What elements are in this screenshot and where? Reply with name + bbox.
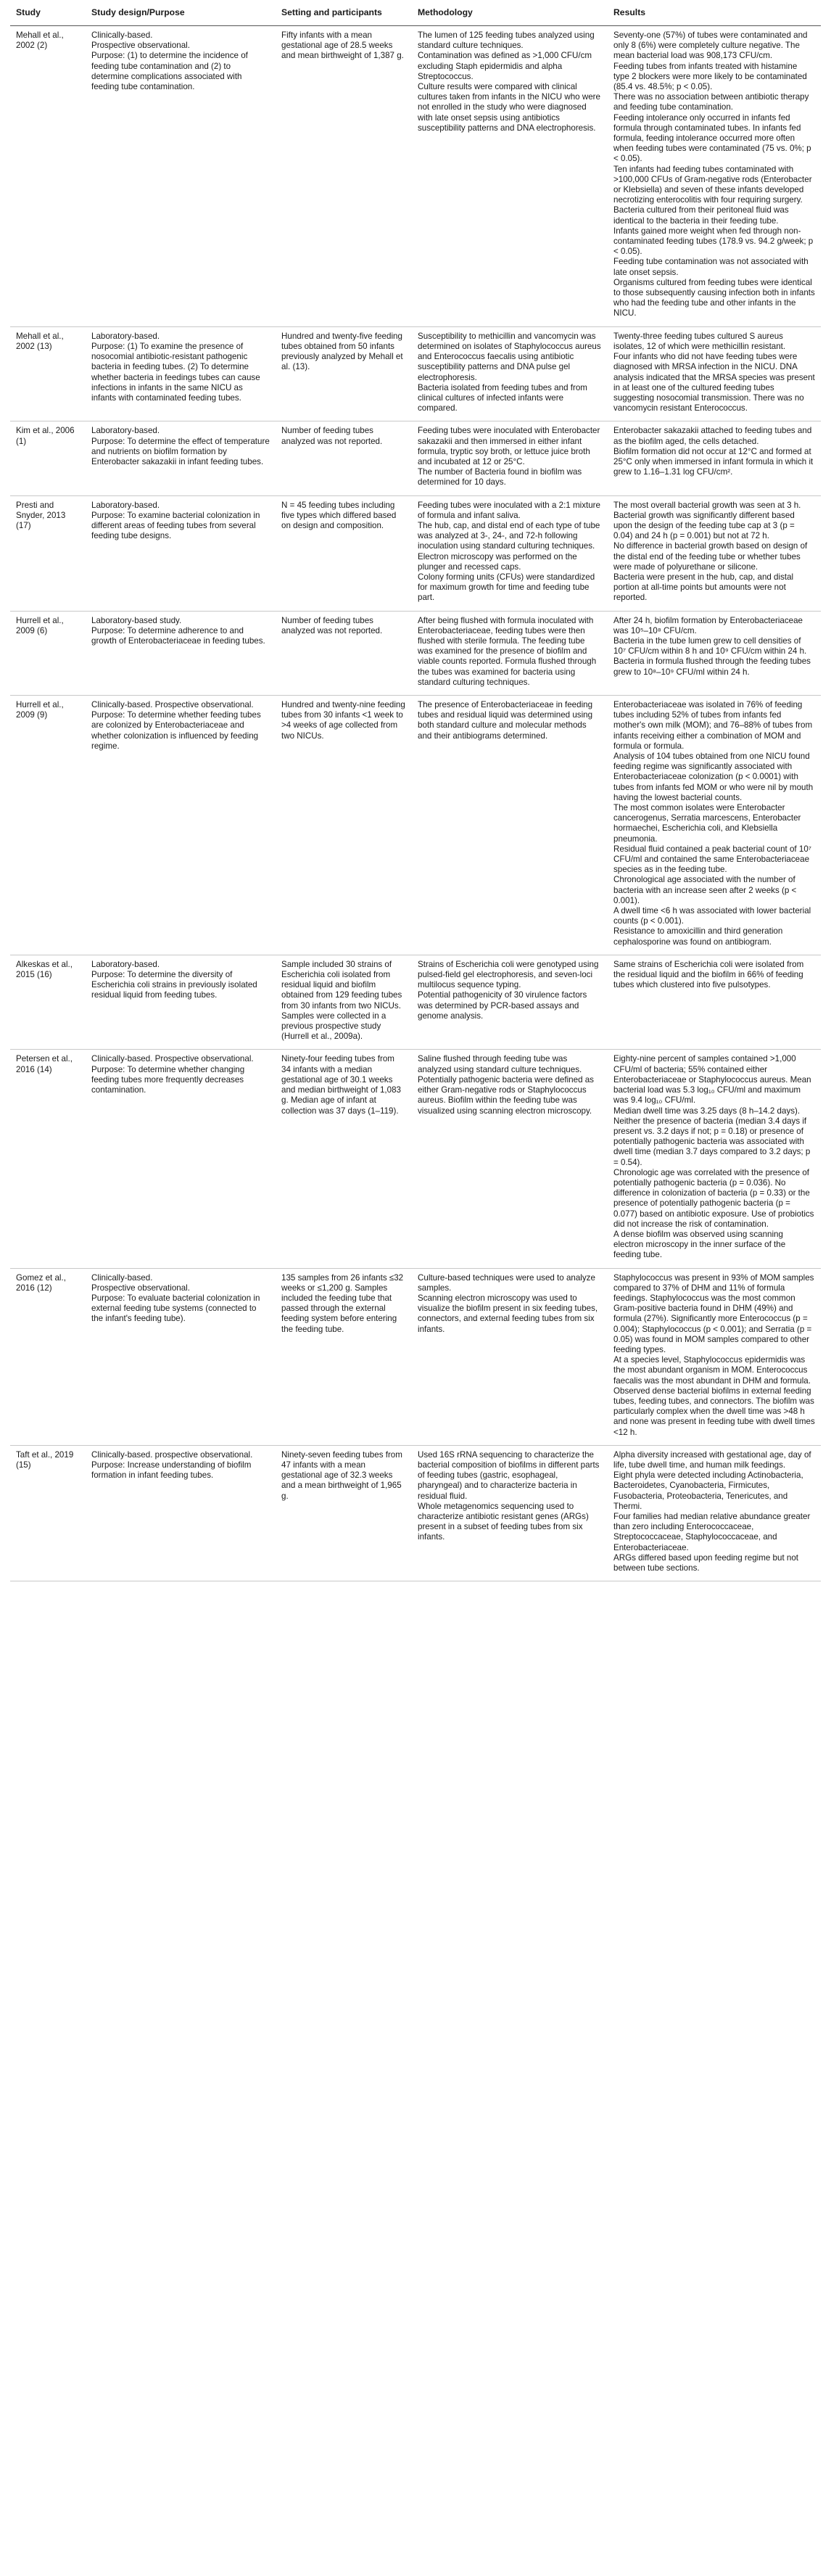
setting-text: Number of feeding tubes analyzed was not reported.	[281, 426, 383, 446]
setting-cell	[276, 695, 412, 955]
study-text: Alkeskas et al., 2015 (16)	[16, 959, 73, 980]
methodology-text: The presence of Enterobacteriaceae in feeding tubes and residual liquid was determined using both standard culture and molecular methods and their antibiograms determined.	[418, 699, 593, 741]
setting-cell	[276, 955, 412, 1050]
study-text: Hurrell et al., 2009 (9)	[16, 699, 64, 720]
setting-text: Fifty infants with a mean gestational age of 28.5 weeks and mean birthweight of 1,387 g.	[281, 30, 404, 61]
results-text: Four families had median relative abundance greater than zero including Enterococcaceae, Streptococcaceae, Staphylococcaceae, and Enterobacteriaceae.	[613, 1512, 811, 1552]
study-cell	[10, 695, 86, 955]
design-text: Purpose: To determine whether feeding tubes are colonized by Enterobacteriaceae and whether colonization is influenced by feeding regime.	[91, 710, 261, 751]
results-text: Bacteria were present in the hub, cap, and distal portion at all-time points but amounts were not reported.	[613, 572, 794, 603]
setting-cell	[276, 1050, 412, 1268]
setting-text: Number of feeding tubes analyzed was not reported.	[281, 615, 383, 635]
methodology-text: The hub, cap, and distal end of each type of tube was analyzed at 3-, 24-, and 72-h following inoculation using standard culturing techniques.	[418, 520, 600, 551]
setting-cell	[276, 26, 412, 327]
study-text: Mehall et al., 2002 (2)	[16, 30, 64, 51]
setting-cell	[276, 421, 412, 495]
results-text: Feeding tubes from infants treated with histamine type 2 blockers were more likely to be contaminated (85.4 vs. 48.5%; p < 0.05).	[613, 61, 807, 92]
results-text: ARGs differed based upon feeding regime but not between tube sections.	[613, 1552, 799, 1573]
study-cell	[10, 1050, 86, 1268]
methodology-text: Feeding tubes were inoculated with Enterobacter sakazakii and then immersed in either infant formula, tryptic soy broth, or lettuce juice broth and incubated at 12 or 25°C.	[418, 426, 600, 466]
design-text: Laboratory-based study.	[91, 615, 182, 625]
results-cell	[608, 1268, 821, 1445]
study-cell	[10, 1445, 86, 1581]
methodology-text: Bacteria isolated from feeding tubes and from clinical cultures of infected infants were compared.	[418, 382, 587, 413]
header-study: Study	[10, 3, 86, 26]
methodology-text: Electron microscopy was performed on the plunger and recessed caps.	[418, 551, 577, 572]
table-row	[10, 695, 821, 955]
methodology-cell	[412, 1268, 608, 1445]
results-text: Alpha diversity increased with gestational age, day of life, tube dwell time, and human milk feedings.	[613, 1449, 811, 1470]
design-cell	[86, 695, 276, 955]
setting-text: N = 45 feeding tubes including five types which differed based on design and composition.	[281, 500, 397, 530]
design-cell	[86, 1050, 276, 1268]
results-text: The most overall bacterial growth was seen at 3 h.	[613, 500, 801, 510]
results-text: Enterobacter sakazakii attached to feeding tubes and as the biofilm aged, the cells detached.	[613, 426, 812, 446]
table-row	[10, 1445, 821, 1581]
study-cell	[10, 326, 86, 421]
results-text: Observed dense bacterial biofilms in external feeding tubes, feeding tubes, and connectors. The biofilm was particularly complex when the dwell time was >48 h and none was present in feeding tube with dwell times <12 h.	[613, 1386, 815, 1437]
methodology-cell	[412, 955, 608, 1050]
study-text: Hurrell et al., 2009 (6)	[16, 615, 64, 635]
table-row	[10, 1268, 821, 1445]
methodology-text: Strains of Escherichia coli were genotyped using pulsed-field gel electrophoresis, and seven-loci multilocus sequence typing.	[418, 959, 599, 990]
setting-text: Hundred and twenty-nine feeding tubes from 30 infants <1 week to >4 weeks of age collected from two NICUs.	[281, 699, 405, 741]
methodology-text: Scanning electron microscopy was used to visualize the biofilm present in six feeding tubes, connectors, and external feeding tubes from six infants.	[418, 1293, 598, 1334]
design-text: Clinically-based.	[91, 1272, 153, 1283]
table-header-row	[10, 3, 821, 26]
results-text: Bacteria in the tube lumen grew to cell densities of 10⁷ CFU/cm within 8 h and 10⁹ CFU/cm within 24 h. Bacteria in formula flushed through the feeding tubes grew to 10⁸–10⁹ CFU/ml within 24 h.	[613, 635, 811, 677]
design-text: Purpose: (1) to determine the incidence of feeding tube contamination and (2) to determine complications associated with feeding tube contamination.	[91, 51, 248, 92]
setting-cell	[276, 1268, 412, 1445]
study-text: Petersen et al., 2016 (14)	[16, 1054, 73, 1074]
study-cell	[10, 955, 86, 1050]
results-text: A dwell time <6 h was associated with lower bacterial counts (p < 0.001).	[613, 906, 811, 926]
methodology-text: Culture results were compared with clinical cultures taken from infants in the NICU who were not enrolled in the study who were diagnosed with late onset sepsis using antibiotics susceptibility patterns and DNA electrophoresis.	[418, 82, 600, 133]
header-results: Results	[608, 3, 821, 26]
results-cell	[608, 421, 821, 495]
methodology-text: Colony forming units (CFUs) were standardized for maximum growth for time and feeding tube part.	[418, 572, 595, 603]
design-text: Purpose: To determine the effect of temperature and nutrients on biofilm formation by Enterobacter sakazakii in infant feeding tubes.	[91, 436, 270, 466]
methodology-cell	[412, 421, 608, 495]
design-cell	[86, 495, 276, 611]
study-text: Taft et al., 2019 (15)	[16, 1449, 74, 1470]
methodology-text: Susceptibility to methicillin and vancomycin was determined on isolates of Staphylococcus aureus and Enterococcus faecalis using antibiotic susceptibility patterns and DNA pulse gel electrophoresis.	[418, 331, 601, 382]
results-text: At a species level, Staphylococcus epidermidis was the most abundant organism in MOM. Enterococcus faecalis was the most abundant in DHM and formula.	[613, 1355, 811, 1386]
methodology-cell	[412, 495, 608, 611]
study-text: Presti and Snyder, 2013 (17)	[16, 500, 66, 530]
results-text: Resistance to amoxicillin and third generation cephalosporine was found on antibiogram.	[613, 926, 783, 947]
table-row	[10, 1050, 821, 1268]
design-text: Purpose: To determine the diversity of Escherichia coli strains in previously isolated residual liquid from feeding tubes.	[91, 970, 257, 1000]
results-text: Residual fluid contained a peak bacterial count of 10⁷ CFU/ml and contained the same Enterobacteriaceae species as in the feeding tube.	[613, 844, 811, 875]
methodology-text: Used 16S rRNA sequencing to characterize the bacterial composition of biofilms in different parts of feeding tubes (gastric, esophageal, pharyngeal) and to characterize bacteria in residual fluid.	[418, 1449, 600, 1501]
results-text: Twenty-three feeding tubes cultured S aureus isolates, 12 of which were methicillin resistant.	[613, 331, 786, 351]
results-text: Organisms cultured from feeding tubes were identical to those subsequently causing infection both in infants who had the feeding tube and other infants in the NICU.	[613, 277, 815, 318]
results-text: Analysis of 104 tubes obtained from one NICU found feeding regime was significantly associated with Enterobacteriaceae colonization (p < 0.0001) with tubes from infants fed MOM or who were nil by mouth having the lowest bacterial counts.	[613, 752, 814, 802]
methodology-cell	[412, 326, 608, 421]
design-text: Purpose: (1) To examine the presence of nosocomial antibiotic-resistant pathogenic bacteria in feeding tubes. (2) To determine whether bacteria in feedings tubes can cause infections in infants in the same NICU as infants with contaminated feeding tubes.	[91, 341, 260, 403]
results-text: Median dwell time was 3.25 days (8 h–14.2 days). Neither the presence of bacteria (median 3.4 days if present vs. 3.2 days if not; p = 0.18) or presence of potentially pathogenic bacteria was associated with dwell time (median 3.7 days compared to 3.2 days; p = 0.54).	[613, 1106, 811, 1167]
table-row	[10, 421, 821, 495]
header-design: Study design/Purpose	[86, 3, 276, 26]
methodology-text: Whole metagenomics sequencing used to characterize antibiotic resistant genes (ARGs) present in a subset of feeding tubes from six infants.	[418, 1501, 589, 1542]
methodology-cell	[412, 695, 608, 955]
design-cell	[86, 421, 276, 495]
study-text: Gomez et al., 2016 (12)	[16, 1272, 66, 1293]
design-text: Prospective observational.	[91, 41, 190, 51]
design-text: Purpose: To determine whether changing feeding tubes more frequently decreases contamination.	[91, 1064, 245, 1095]
design-text: Purpose: Increase understanding of biofilm formation in infant feeding tubes.	[91, 1460, 252, 1481]
results-cell	[608, 326, 821, 421]
table-row	[10, 326, 821, 421]
table-row	[10, 611, 821, 695]
results-text: A dense biofilm was observed using scanning electron microscopy in the inner surface of the feeding tube.	[613, 1229, 786, 1260]
design-cell	[86, 1268, 276, 1445]
table-body	[10, 26, 821, 1581]
setting-cell	[276, 326, 412, 421]
design-text: Laboratory-based.	[91, 426, 160, 436]
setting-text: Hundred and twenty-five feeding tubes obtained from 50 infants previously analyzed by Mehall et al. (13).	[281, 331, 403, 372]
results-text: The most common isolates were Enterobacter cancerogenus, Serratia marcescens, Enterobacter hormaechei, Escherichia coli, and Klebsiella pneumonia.	[613, 803, 801, 844]
methodology-text: Saline flushed through feeding tube was analyzed using standard culture techniques. Potentially pathogenic bacteria were defined as either Gram-negative rods or Staphylococcus aureus. Biofilm within the feeding tube was visualized using scanning electron microscopy.	[418, 1054, 594, 1116]
design-cell	[86, 1445, 276, 1581]
study-cell	[10, 1268, 86, 1445]
results-text: Ten infants had feeding tubes contaminated with >100,000 CFUs of Gram-negative rods (Enterobacter or Klebsiella) and seven of these infants developed necrotizing enterocolitis with four requiring surgery. Bacteria cultured from their peritoneal fluid was identical to the bacteria in their feeding tube.	[613, 164, 812, 226]
setting-cell	[276, 1445, 412, 1581]
design-text: Laboratory-based.	[91, 959, 160, 969]
design-text: Laboratory-based.	[91, 500, 160, 510]
header-methodology: Methodology	[412, 3, 608, 26]
methodology-text: Culture-based techniques were used to analyze samples.	[418, 1272, 595, 1293]
study-cell	[10, 26, 86, 327]
results-text: Same strains of Escherichia coli were isolated from the residual liquid and the biofilm in 66% of feeding tubes which clustered into five pulsotypes.	[613, 959, 804, 990]
setting-text: Sample included 30 strains of Escherichia coli isolated from residual liquid and biofilm obtained from 129 feeding tubes from 30 infants from two NICUs. Samples were collected in a previous prospective study (Hurrell et al., 2009a).	[281, 959, 402, 1042]
design-text: Clinically-based.	[91, 30, 153, 40]
setting-text: Ninety-four feeding tubes from 34 infants with a median gestational age of 30.1 weeks and median birthweight of 1,083 g. Median age of infant at collection was 37 days (1–119).	[281, 1054, 402, 1116]
results-text: After 24 h, biofilm formation by Enterobacteriaceae was 10⁵–10⁸ CFU/cm.	[613, 615, 803, 635]
results-cell	[608, 1050, 821, 1268]
results-text: Chronological age associated with the number of bacteria with an increase seen after 2 weeks (p < 0.001).	[613, 875, 797, 905]
design-cell	[86, 955, 276, 1050]
design-text: Clinically-based. prospective observational.	[91, 1449, 253, 1460]
methodology-cell	[412, 1445, 608, 1581]
design-cell	[86, 26, 276, 327]
setting-cell	[276, 495, 412, 611]
results-text: Eighty-nine percent of samples contained >1,000 CFU/ml of bacteria; 55% contained either Enterobacteriaceae or Staphylococcus aureus. Mean bacterial load was 5.3 log₁₀ CFU/ml and maximum was 9.4 log₁₀ CFU/ml.	[613, 1054, 811, 1106]
methodology-cell	[412, 26, 608, 327]
methodology-text: After being flushed with formula inoculated with Enterobacteriaceae, feeding tubes were then flushed with sterile formula. The feeding tube was examined for the presence of biofilm and viable counts reported. Formula flushed through the tubes was examined for bacteria using standard culturing techniques.	[418, 615, 597, 687]
methodology-text: Potential pathogenicity of 30 virulence factors was determined by PCR-based assays and genome analysis.	[418, 990, 587, 1021]
results-text: Eight phyla were detected including Actinobacteria, Bacteroidetes, Cyanobacteria, Firmicutes, Fusobacteria, Proteobacteria, Tenericutes, and Thermi.	[613, 1470, 803, 1511]
setting-text: 135 samples from 26 infants ≤32 weeks or ≤1,200 g. Samples included the feeding tube that passed through the external feeding system before entering the feeding tube.	[281, 1272, 404, 1334]
results-cell	[608, 1445, 821, 1581]
results-text: Enterobacteriaceae was isolated in 76% of feeding tubes including 52% of tubes from infants fed mother's own milk (MOM); and 76–88% of tubes from infants receiving either a combination of MOM and formula or formula.	[613, 699, 813, 751]
results-text: There was no association between antibiotic therapy and feeding tube contamination.	[613, 92, 809, 112]
methodology-text: Feeding tubes were inoculated with a 2:1 mixture of formula and infant saliva.	[418, 500, 600, 520]
results-text: No difference in bacterial growth based on design of the distal end of the feeding tube or whether tubes were made of polyurethane or silicone.	[613, 541, 808, 572]
results-text: Feeding intolerance only occurred in infants fed formula through contaminated tubes. In infants fed formula, feeding intolerance occurred more often when feeding tubes were contaminated (75 vs. 0%; p < 0.05).	[613, 112, 811, 164]
study-cell	[10, 611, 86, 695]
design-cell	[86, 326, 276, 421]
design-text: Purpose: To evaluate bacterial colonization in external feeding tube systems (connected to the infant's feeding tube).	[91, 1293, 260, 1324]
results-cell	[608, 495, 821, 611]
results-text: Four infants who did not have feeding tubes were diagnosed with MRSA infection in the NICU. DNA analysis indicated that the MRSA species was present in at least one of the cultured feeding tubes suggesting nosocomial transmission. There was no vancomycin resistant Enterococcus.	[613, 352, 815, 413]
design-text: Laboratory-based.	[91, 331, 160, 341]
table-row	[10, 26, 821, 327]
setting-text: Ninety-seven feeding tubes from 47 infants with a mean gestational age of 32.3 weeks and a mean birthweight of 1,965 g.	[281, 1449, 402, 1501]
results-cell	[608, 26, 821, 327]
results-cell	[608, 955, 821, 1050]
study-text: Mehall et al., 2002 (13)	[16, 331, 64, 351]
results-text: Bacterial growth was significantly different based upon the design of the feeding tube cap at 3 (p = 0.04) and 24 h (p = 0.001) but not at 72 h.	[613, 510, 795, 541]
methodology-text: The lumen of 125 feeding tubes analyzed using standard culture techniques.	[418, 30, 595, 51]
study-summary-table	[10, 3, 821, 1581]
table-row	[10, 495, 821, 611]
methodology-text: Contamination was defined as >1,000 CFU/cm excluding Staph epidermidis and alpha Streptococcus.	[418, 51, 592, 81]
results-text: Seventy-one (57%) of tubes were contaminated and only 8 (6%) were completely culture negative. The mean bacterial load was 908,173 CFU/cm.	[613, 30, 808, 61]
methodology-text: The number of Bacteria found in biofilm was determined for 10 days.	[418, 467, 582, 487]
methodology-cell	[412, 1050, 608, 1268]
design-text: Clinically-based. Prospective observational.	[91, 699, 254, 709]
methodology-cell	[412, 611, 608, 695]
study-cell	[10, 495, 86, 611]
setting-cell	[276, 611, 412, 695]
design-cell	[86, 611, 276, 695]
design-text: Prospective observational.	[91, 1283, 190, 1293]
results-text: Staphylococcus was present in 93% of MOM samples compared to 37% of DHM and 11% of formula feedings. Staphylococcus was the most common Gram-positive bacteria found in DHM (49%) and formula (27%). Significantly more Enterococcus (p = 0.004); Staphylococcus (p < 0.001); and Serratia (p = 0.05) was found in MOM samples compared to other feeding types.	[613, 1272, 814, 1354]
study-cell	[10, 421, 86, 495]
results-text: Infants gained more weight when fed through non-contaminated feeding tubes (178.9 vs. 94.2 g/week; p < 0.05).	[613, 226, 814, 257]
results-cell	[608, 611, 821, 695]
results-text: Chronologic age was correlated with the presence of potentially pathogenic bacteria (p = 0.036). No difference in colonization of bacteria (p = 0.33) or the presence of potentially pathogenic bacteria (p = 0.077) based on antibiotic exposure. Use of probiotics did not increase the risk of contamination.	[613, 1167, 814, 1229]
results-cell	[608, 695, 821, 955]
results-text: Feeding tube contamination was not associated with late onset sepsis.	[613, 257, 809, 277]
results-text: Biofilm formation did not occur at 12°C and formed at 25°C only when immersed in infant formula in which it grew to 1.16–1.31 log CFU/cm².	[613, 446, 814, 477]
design-text: Clinically-based. Prospective observational.	[91, 1054, 254, 1064]
design-text: Purpose: To examine bacterial colonization in different areas of feeding tubes from several feeding tube designs.	[91, 510, 260, 541]
study-text: Kim et al., 2006 (1)	[16, 426, 75, 446]
table-row	[10, 955, 821, 1050]
design-text: Purpose: To determine adherence to and growth of Enterobacteriaceae in feeding tubes.	[91, 625, 265, 646]
header-setting: Setting and participants	[276, 3, 412, 26]
